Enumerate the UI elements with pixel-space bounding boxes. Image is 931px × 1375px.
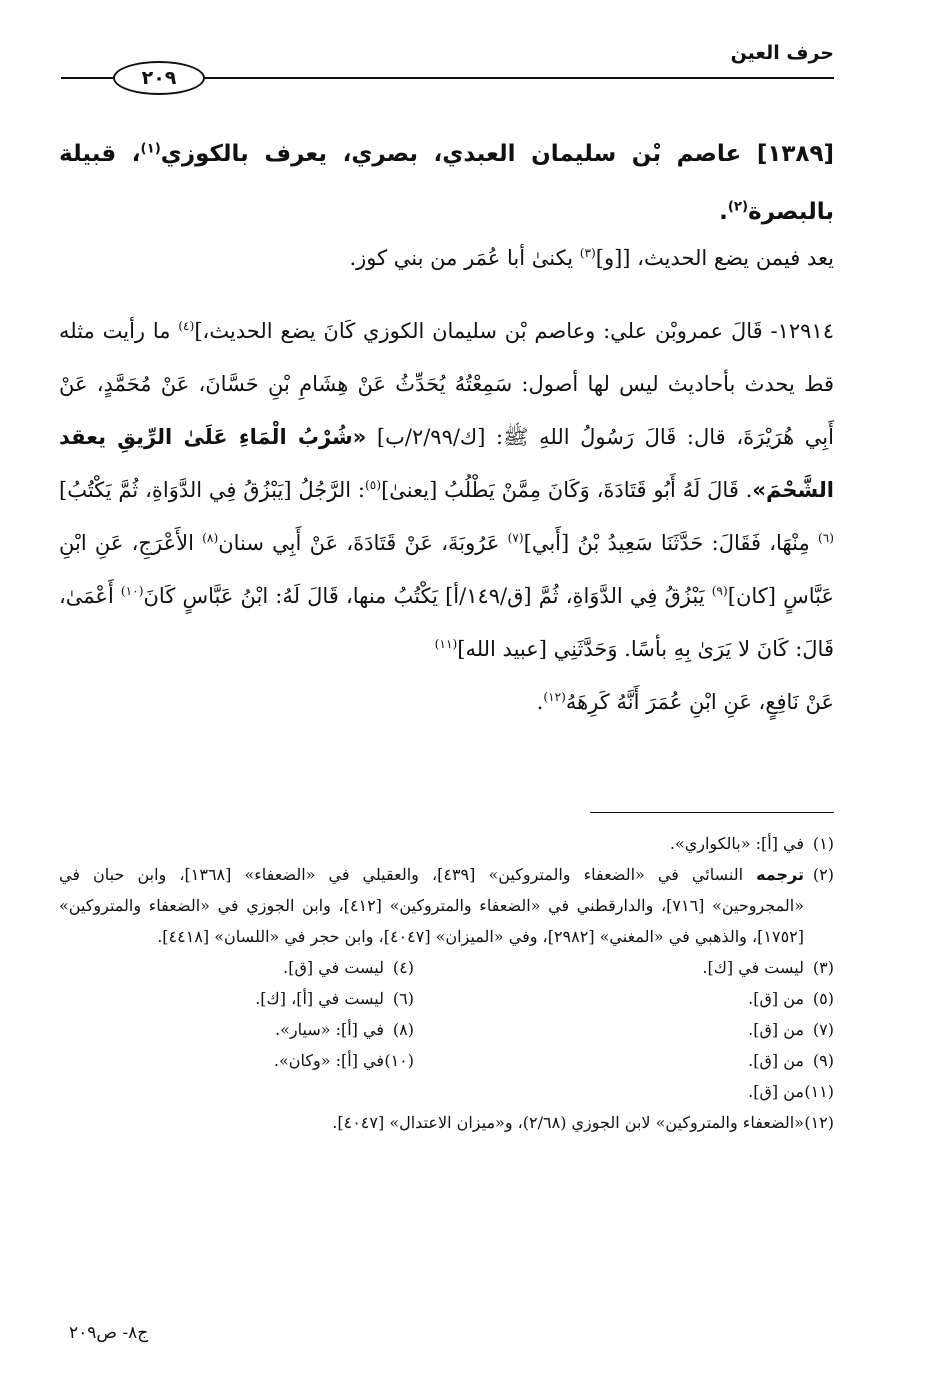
footnote-text-body: النسائي في «الضعفاء والمتروكين» [٤٣٩]، والعقيلي في «الضعفاء» [١٣٦٨]، وابن حبان في «المجروحين» [٧١٦]، والدارقطني في «الضعفاء والمتروكين» [٤١٢]، وابن الجوزي في «الضعفاء والمتروكين» [١٧٥٢]، والذهبي في «المغني» [٢٩٨٢]، وفي «الميزان» [٤٠٤٧]، وابن حجر في «اللسان» [٤٤١٨]. — [59, 865, 804, 946]
footnote-number: (١٠) — [384, 1051, 414, 1070]
footnote-number: (٢) — [812, 865, 834, 884]
footnote-number: (٦) — [392, 989, 414, 1008]
footnote-text: في [أ]: «وكان». — [273, 1051, 384, 1070]
footnote-number: (١) — [812, 834, 834, 853]
footnote-item — [59, 1107, 834, 1138]
footnote-number: (٣) — [812, 958, 834, 977]
footnote-item — [414, 1076, 834, 1107]
body-text: : الرَّجُلُ [يَبْزُقُ فِي الدَّوَاةِ، ثُمَّ يَكْتُبُ] — [59, 478, 366, 502]
footnote-text: من [ق]. — [748, 1020, 804, 1039]
footnote-text: «الضعفاء والمتروكين» لابن الجوزي (٢/٦٨)، و«ميزان الاعتدال» [٤٠٤٧]. — [332, 1113, 804, 1132]
footnote-rule — [590, 812, 834, 813]
footnote-ref: (٧) — [507, 531, 524, 545]
body-text: عَنْ نَافِعٍ، عَنِ ابْنِ عُمَرَ أَنَّهُ كَرِهَهُ — [565, 690, 834, 714]
footnote-keyword: ترجمه — [756, 865, 804, 884]
footnote-text: ليست في [ك]. — [702, 958, 804, 977]
note-text: يعد فيمن يضع الحديث، [[و] — [595, 246, 834, 270]
footnote-item — [59, 1014, 414, 1045]
body-text: يَبْزُقُ فِي الدَّوَاةِ، ثُمَّ [ق/١٤٩/أ] يَكْتُبُ منها، قَالَ لَهُ: ابْنُ عَبَّاسٍ كَانَ — [143, 584, 712, 608]
footnote-ref: (١٢) — [543, 690, 566, 704]
footnote-item — [59, 952, 414, 983]
entry-text: ، قبيلة بالبصرة — [59, 141, 834, 225]
footnote-ref: (١١) — [434, 637, 458, 651]
footnote-number: (١١) — [804, 1082, 834, 1101]
footnote-text: ليست في [ق]. — [283, 958, 384, 977]
entry-end: . — [719, 199, 728, 225]
footnote-grid — [59, 952, 834, 1107]
body-last-line — [59, 676, 834, 729]
footnote-number: (٥) — [812, 989, 834, 1008]
entry-heading — [59, 125, 834, 241]
footnote-item — [59, 983, 414, 1014]
footnote-item — [414, 952, 834, 983]
body-text: عَرُوبَةَ، عَنْ قَتَادَةَ، عَنْ أَبِي سنان — [218, 531, 508, 555]
footnote-ref: (٦) — [817, 531, 834, 545]
body-text: مِنْهَا، فَقَالَ: حَدَّثَنَا سَعِيدُ بْنُ [أَبي] — [523, 531, 818, 555]
footnote-text: من [ق]. — [748, 1082, 804, 1101]
footnote-text: من [ق]. — [748, 1051, 804, 1070]
entry-number: [١٣٨٩] — [756, 141, 834, 167]
footnote-ref: (٨) — [202, 531, 219, 545]
footnote-text: في [أ]: «بالكواري». — [669, 834, 804, 853]
body-text: ١٢٩١٤- قَالَ عمروبْن علي: وعاصم بْن سليمان الكوزي كَانَ يضع الحديث،] — [194, 319, 834, 343]
footnote-item — [414, 1014, 834, 1045]
footnote-text — [59, 859, 804, 952]
body-text: ما رأيت مثله قط يحدث بأحاديث ليس لها أصول: سَمِعْتُهُ يُحَدِّثُ عَنْ هِشَامِ بْنِ حَسَّانَ، عَنْ مُحَمَّدٍ، عَنْ أَبِي هُرَيْرَةَ، قال: قَالَ رَسُولُ اللهِ ﷺ: [ك/٢/٩٩/ب] — [59, 319, 834, 449]
footnote-text: ليست في [أ]، [ك]. — [255, 989, 384, 1008]
footnote-number: (٨) — [392, 1020, 414, 1039]
hadith-text: «شُرْبُ الْمَاءِ عَلَىٰ الرِّيقِ يعقد الشَّحْمَ» — [59, 425, 834, 502]
footnote-item — [59, 828, 834, 859]
footnote-item — [414, 983, 834, 1014]
footnote-ref: (٢) — [727, 199, 749, 215]
footnote-ref: (٥) — [365, 478, 382, 492]
page-reference: ج٨- ص٢٠٩ — [69, 1323, 149, 1343]
entry-name: عاصم بْن سليمان العبدي، بصري، يعرف بالكوزي — [160, 141, 742, 167]
note-text: يكنىٰ أبا عُمَر من بني كوز. — [349, 246, 580, 270]
footnote-number: (٧) — [812, 1020, 834, 1039]
footnote-item — [59, 859, 834, 952]
footnote-item — [59, 1045, 414, 1076]
footnote-text: من [ق]. — [748, 989, 804, 1008]
footnote-number: (٤) — [392, 958, 414, 977]
footnote-item — [414, 1045, 834, 1076]
footnote-number: (٩) — [812, 1051, 834, 1070]
body-text: . قَالَ لَهُ أَبُو قَتَادَةَ، وَكَانَ مِمَّنْ يَطْلُبُ [يعنىٰ] — [381, 478, 753, 502]
footnote-ref: (٩) — [711, 584, 728, 598]
footnote-spacer — [59, 1076, 414, 1107]
footnote-ref: (٣) — [579, 246, 596, 260]
body-text: أَعْمَىٰ، قَالَ: كَانَ لا يَرَىٰ بِهِ بأسًا. وَحَدَّثَنِي [عبيد الله] — [59, 584, 834, 661]
footnote-text: في [أ]: «سيار». — [275, 1020, 384, 1039]
running-head: حرف العين — [730, 42, 834, 64]
footnote-ref: (٤) — [178, 319, 195, 333]
body-text: . — [536, 690, 544, 714]
footnote-number: (١٢) — [804, 1113, 834, 1132]
body-text: الأَعْرَجِ، عَنِ ابْنِ عَبَّاسٍ [كان] — [59, 531, 835, 608]
narration-body — [59, 305, 834, 729]
footnote-ref: (١) — [140, 141, 161, 157]
footnotes — [59, 828, 834, 1138]
entry-note — [349, 246, 834, 270]
footnote-ref: (١٠) — [120, 584, 144, 598]
page-number-badge: ٢٠٩ — [113, 61, 205, 95]
